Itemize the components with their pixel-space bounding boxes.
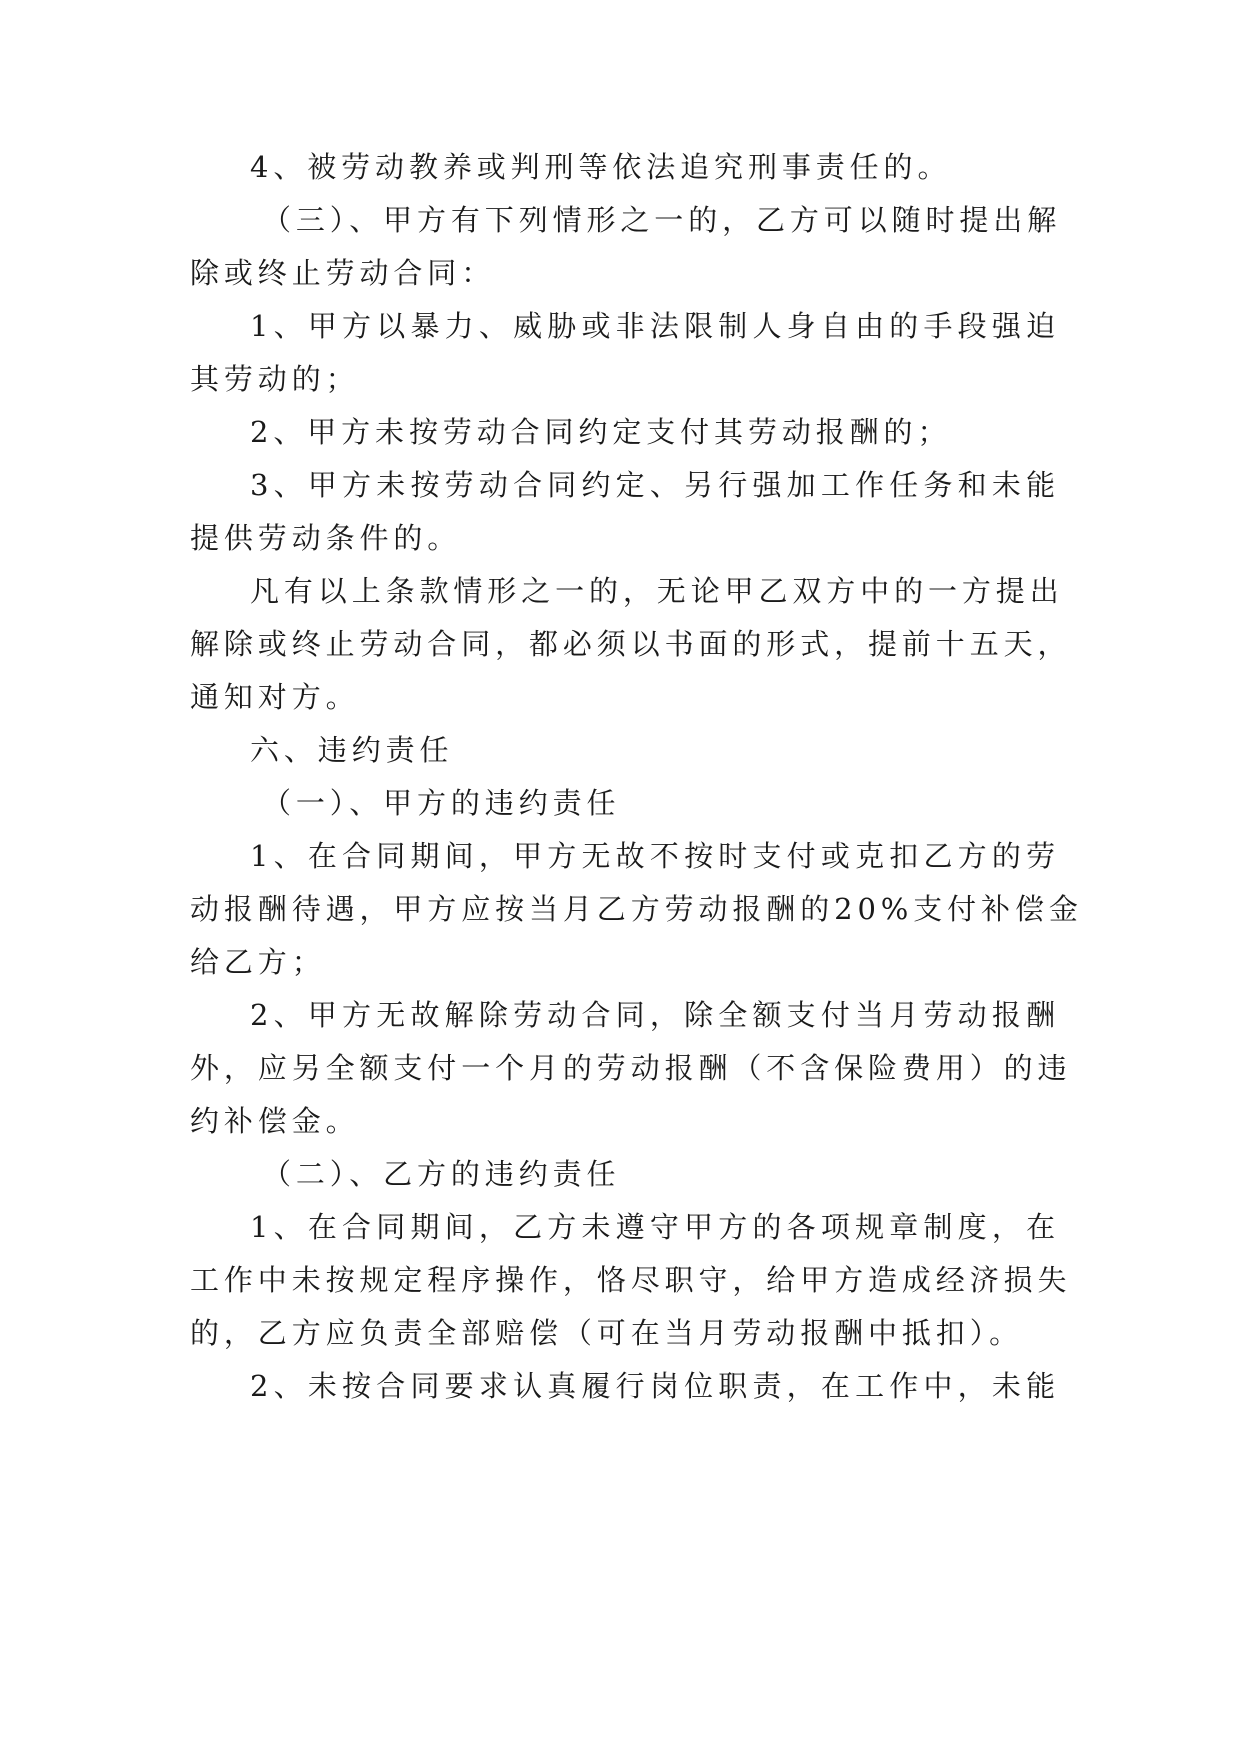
party-b-item-1-line-2: 工作中未按规定程序操作，恪尽职守，给甲方造成经济损失 bbox=[190, 1263, 1072, 1297]
list-item-1-line-2: 其劳动的； bbox=[190, 362, 360, 396]
section-6-heading: 六、违约责任 bbox=[250, 733, 454, 767]
list-item-4-criminal-liability: 4、被劳动教养或判刑等依法追究刑事责任的。 bbox=[250, 150, 952, 184]
subsection-2-heading: （二）、乙方的违约责任 bbox=[262, 1157, 621, 1191]
notice-paragraph-line-1: 凡有以上条款情形之一的，无论甲乙双方中的一方提出 bbox=[250, 574, 1064, 608]
party-a-item-1-line-2: 动报酬待遇，甲方应按当月乙方劳动报酬的20%支付补偿金 bbox=[190, 892, 1083, 926]
notice-paragraph-line-2: 解除或终止劳动合同，都必须以书面的形式，提前十五天， bbox=[190, 627, 1072, 661]
section-3-heading-line-1: （三）、甲方有下列情形之一的，乙方可以随时提出解 bbox=[262, 203, 1062, 237]
party-a-item-2-line-1: 2、甲方无故解除劳动合同，除全额支付当月劳动报酬 bbox=[250, 998, 1060, 1032]
list-item-3-line-2: 提供劳动条件的。 bbox=[190, 521, 462, 555]
section-3-heading-line-2: 除或终止劳动合同： bbox=[190, 256, 496, 290]
list-item-2: 2、甲方未按劳动合同约定支付其劳动报酬的； bbox=[250, 415, 952, 449]
party-a-item-1-line-3: 给乙方； bbox=[190, 945, 326, 979]
notice-paragraph-line-3: 通知对方。 bbox=[190, 680, 360, 714]
party-b-item-2-line-1: 2、未按合同要求认真履行岗位职责，在工作中，未能 bbox=[250, 1369, 1060, 1403]
list-item-3-line-1: 3、甲方未按劳动合同约定、另行强加工作任务和未能 bbox=[250, 468, 1060, 502]
party-a-item-1-line-1: 1、在合同期间，甲方无故不按时支付或克扣乙方的劳 bbox=[250, 839, 1060, 873]
party-a-item-2-line-3: 约补偿金。 bbox=[190, 1104, 360, 1138]
party-a-item-2-line-2: 外，应另全额支付一个月的劳动报酬（不含保险费用）的违 bbox=[190, 1051, 1072, 1085]
subsection-1-heading: （一）、甲方的违约责任 bbox=[262, 786, 621, 820]
party-b-item-1-line-1: 1、在合同期间，乙方未遵守甲方的各项规章制度，在 bbox=[250, 1210, 1060, 1244]
party-b-item-1-line-3: 的，乙方应负责全部赔偿（可在当月劳动报酬中抵扣）。 bbox=[190, 1316, 1024, 1350]
list-item-1-line-1: 1、甲方以暴力、威胁或非法限制人身自由的手段强迫 bbox=[250, 309, 1060, 343]
